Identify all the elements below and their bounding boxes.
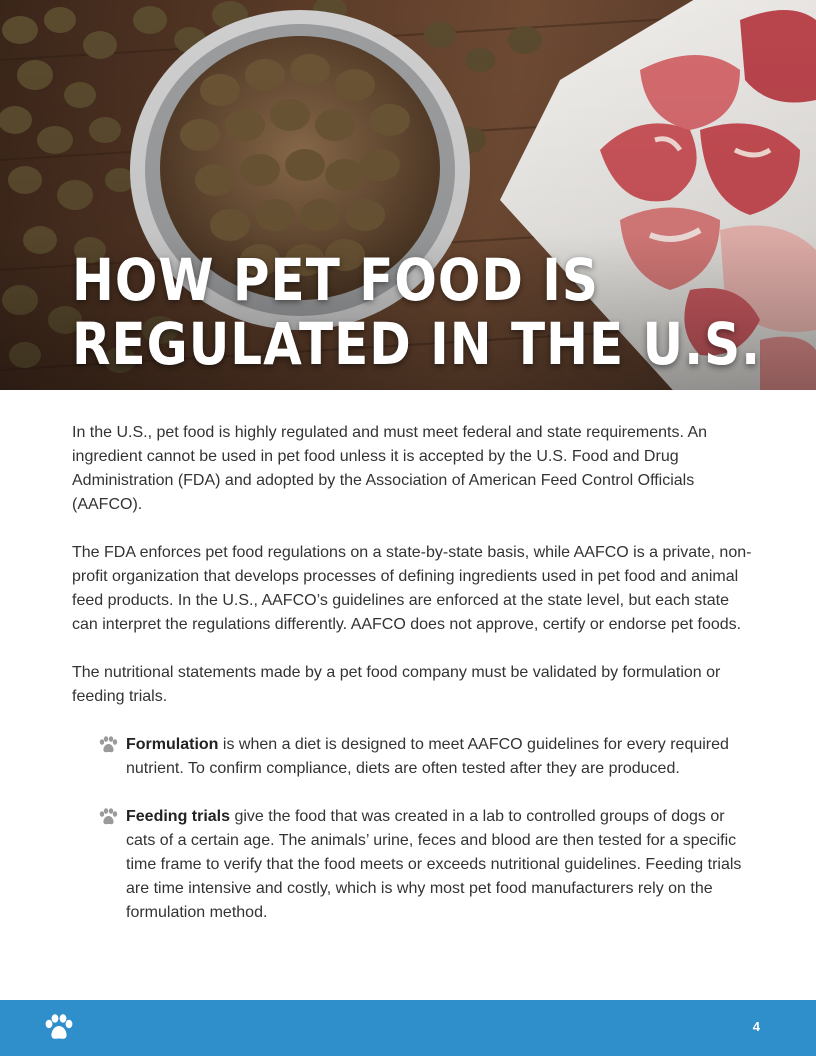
bullet-text-formulation: is when a diet is designed to meet AAFCO guidelines for every required nutrient. To confirm compliance, diets are often tested after they are produced. xyxy=(126,736,729,777)
page-title-line-1: HOW PET FOOD IS xyxy=(72,246,599,314)
paw-icon xyxy=(98,736,118,754)
page-number: 4 xyxy=(752,1019,760,1034)
bullet-term-feeding-trials: Feeding trials xyxy=(126,808,231,825)
bullet-text-feeding-trials: give the food that was created in a lab to controlled groups of dogs or cats of a certain age. The animals’ urine, feces and blood are then tested for a specific time frame to verify that the food meets or exceeds nutritional guidelines. Feeding trials are time intensive and costly, which is why most pet food manufacturers rely on the formulation method. xyxy=(126,808,742,921)
bullet-feeding-trials xyxy=(72,805,752,925)
page-title xyxy=(72,248,761,377)
paragraph-validation: The nutritional statements made by a pet food company must be validated by formulation or feeding trials. xyxy=(72,664,721,705)
bullet-formulation xyxy=(72,733,752,781)
paragraph-fda-aafco: The FDA enforces pet food regulations on a state-by-state basis, while AAFCO is a private, non-profit organization that develops processes of defining ingredients used in pet food and animal feed products. In the U.S., AAFCO’s guidelines are enforced at the state level, but each state can interpret the regulations differently. AAFCO does not approve, certify or endorse pet foods. xyxy=(72,544,752,633)
paragraph-intro: In the U.S., pet food is highly regulated and must meet federal and state requirements. An ingredient cannot be used in pet food unless it is accepted by the U.S. Food and Drug Administration (FDA) and adopted by the Association of American Feed Control Officials (AAFCO). xyxy=(72,424,708,513)
hero-banner xyxy=(0,0,816,390)
bullet-term-formulation: Formulation xyxy=(126,736,219,753)
paw-icon xyxy=(98,808,118,826)
page-footer xyxy=(0,1000,816,1056)
article-body xyxy=(72,421,752,949)
page-title-line-2: REGULATED IN THE U.S. xyxy=(72,311,762,378)
paw-icon xyxy=(44,1014,74,1042)
